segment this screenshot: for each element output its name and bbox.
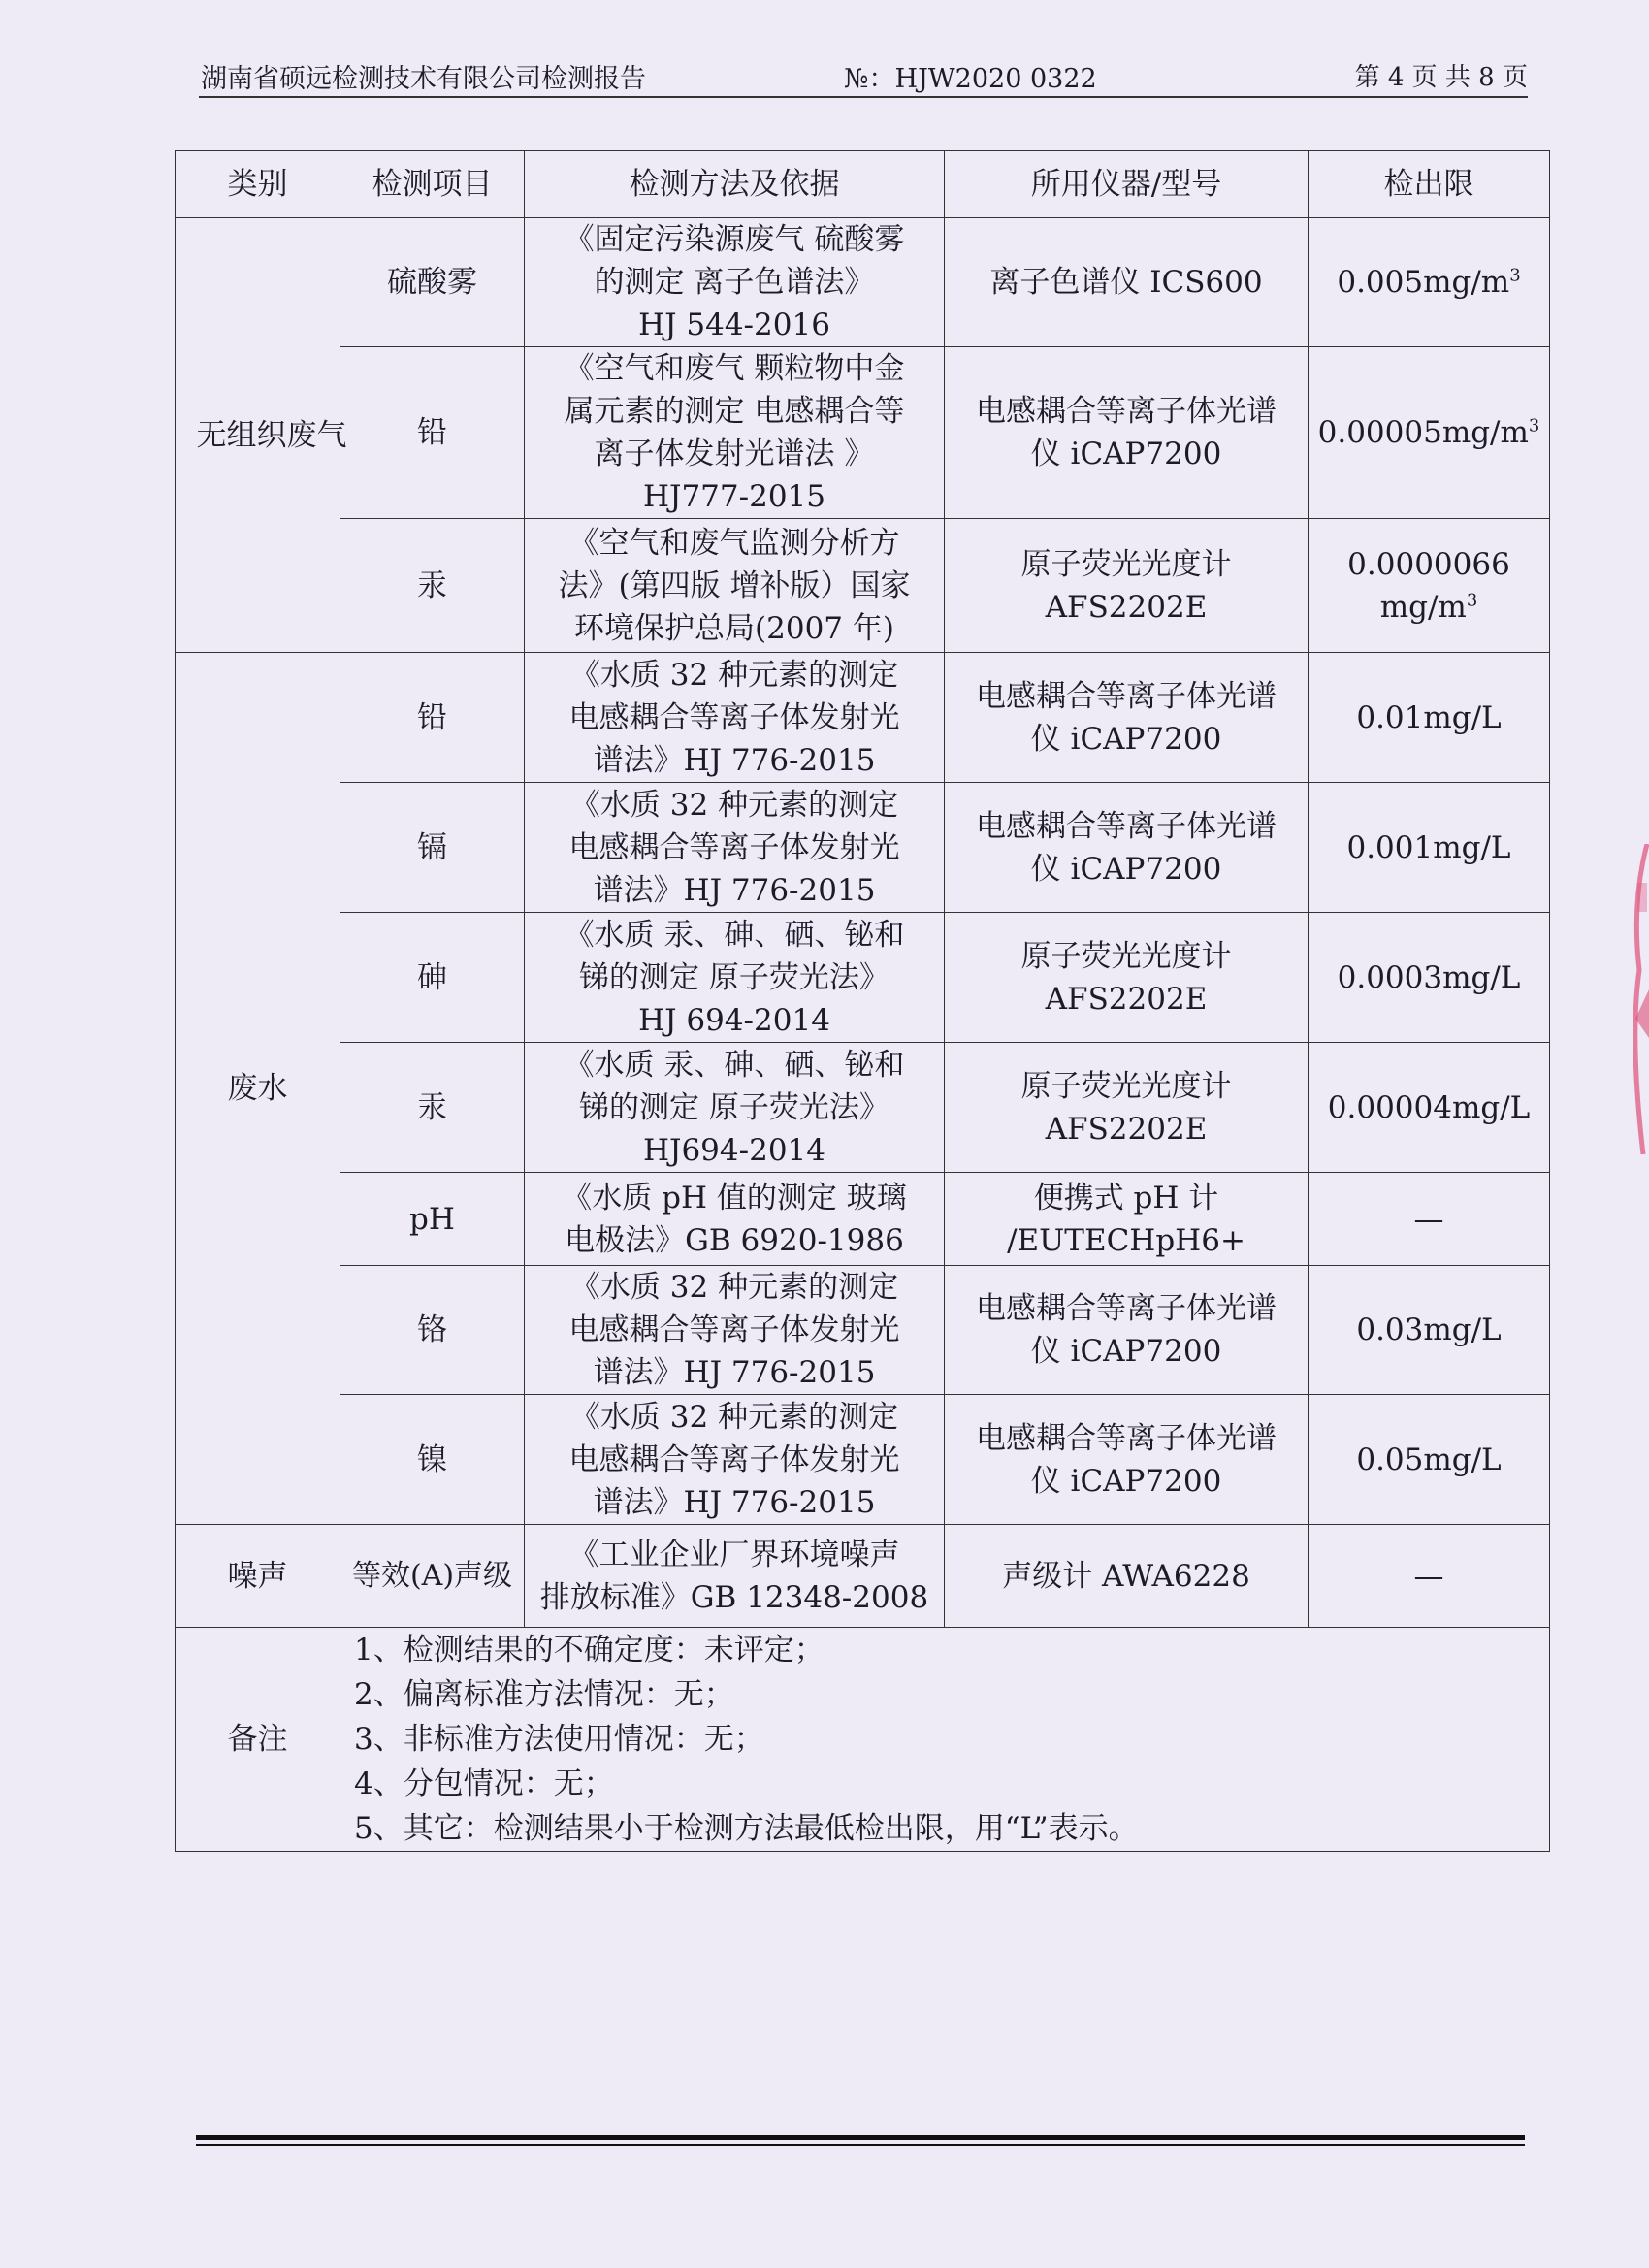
- remarks-content: [340, 1628, 1550, 1852]
- item-cell: 砷: [340, 913, 525, 1043]
- table-row: [176, 1043, 1550, 1173]
- header-method: 检测方法及依据: [525, 151, 945, 218]
- method-cell: 《空气和废气 颗粒物中金 属元素的测定 电感耦合等 离子体发射光谱法 》 HJ777-2015: [525, 347, 945, 519]
- limit-cell: —: [1309, 1525, 1550, 1628]
- instrument-cell: 电感耦合等离子体光谱 仪 iCAP7200: [945, 1266, 1309, 1395]
- item-cell: 铅: [340, 653, 525, 783]
- instrument-cell: 电感耦合等离子体光谱 仪 iCAP7200: [945, 653, 1309, 783]
- header-category: 类别: [176, 151, 340, 218]
- table-row: [176, 1525, 1550, 1628]
- table-row: [176, 653, 1550, 783]
- report-number: №：HJW2020 0322: [844, 64, 1097, 94]
- instrument-cell: 原子荧光光度计 AFS2202E: [945, 1043, 1309, 1173]
- item-cell: 镍: [340, 1395, 525, 1525]
- table-row: [176, 519, 1550, 653]
- instrument-cell: 便携式 pH 计 /EUTECHpH6+: [945, 1173, 1309, 1266]
- item-cell: 等效(A)声级: [340, 1525, 525, 1628]
- instrument-cell: 电感耦合等离子体光谱 仪 iCAP7200: [945, 347, 1309, 519]
- remark-item: 2、偏离标准方法情况：无；: [354, 1677, 734, 1712]
- method-cell: 《空气和废气监测分析方 法》(第四版 增补版）国家 环境保护总局(2007 年): [525, 519, 945, 653]
- table-row: [176, 783, 1550, 913]
- category-wastewater: 废水: [176, 653, 340, 1525]
- company-report-title: 湖南省硕远检测技术有限公司检测报告: [201, 64, 646, 94]
- item-cell: 镉: [340, 783, 525, 913]
- method-cell: 《工业企业厂界环境噪声 排放标准》GB 12348-2008: [525, 1525, 945, 1628]
- remark-item: 5、其它：检测结果小于检测方法最低检出限，用“L”表示。: [354, 1811, 1139, 1846]
- limit-cell: 0.05mg/L: [1309, 1395, 1550, 1525]
- remark-item: 1、检测结果的不确定度：未评定；: [354, 1633, 824, 1668]
- header-item: 检测项目: [340, 151, 525, 218]
- method-cell: 《水质 汞、砷、硒、铋和 锑的测定 原子荧光法》 HJ 694-2014: [525, 913, 945, 1043]
- item-cell: 铅: [340, 347, 525, 519]
- table-row: [176, 1266, 1550, 1395]
- method-cell: 《固定污染源废气 硫酸雾 的测定 离子色谱法》 HJ 544-2016: [525, 218, 945, 347]
- header-limit: 检出限: [1309, 151, 1550, 218]
- instrument-cell: 电感耦合等离子体光谱 仪 iCAP7200: [945, 783, 1309, 913]
- category-noise: 噪声: [176, 1525, 340, 1628]
- remark-item: 4、分包情况：无；: [354, 1766, 614, 1801]
- method-cell: 《水质 32 种元素的测定 电感耦合等离子体发射光 谱法》HJ 776-2015: [525, 653, 945, 783]
- instrument-cell: 原子荧光光度计 AFS2202E: [945, 519, 1309, 653]
- table-row: [176, 913, 1550, 1043]
- instrument-cell: 声级计 AWA6228: [945, 1525, 1309, 1628]
- footer-rule-thick: [196, 2135, 1525, 2140]
- remarks-label: 备注: [176, 1628, 340, 1852]
- instrument-cell: 离子色谱仪 ICS600: [945, 218, 1309, 347]
- limit-cell: 0.01mg/L: [1309, 653, 1550, 783]
- item-cell: 汞: [340, 519, 525, 653]
- method-cell: 《水质 32 种元素的测定 电感耦合等离子体发射光 谱法》HJ 776-2015: [525, 1395, 945, 1525]
- item-cell: 铬: [340, 1266, 525, 1395]
- limit-cell: 0.00004mg/L: [1309, 1043, 1550, 1173]
- instrument-cell: 原子荧光光度计 AFS2202E: [945, 913, 1309, 1043]
- limit-cell: 0.0000066 $mg/m^3$: [1309, 519, 1550, 653]
- header-instrument: 所用仪器/型号: [945, 151, 1309, 218]
- table-row: [176, 1395, 1550, 1525]
- seal-stamp-edge-icon: [1626, 844, 1649, 1154]
- item-cell: pH: [340, 1173, 525, 1266]
- limit-cell: —: [1309, 1173, 1550, 1266]
- item-cell: 汞: [340, 1043, 525, 1173]
- table-row: [176, 218, 1550, 347]
- method-cell: 《水质 汞、砷、硒、铋和 锑的测定 原子荧光法》 HJ694-2014: [525, 1043, 945, 1173]
- category-fugitive-gas: 无组织废气: [176, 218, 340, 653]
- page-header: [199, 53, 1528, 98]
- limit-cell: $0.005mg/m^3$: [1309, 218, 1550, 347]
- instrument-cell: 电感耦合等离子体光谱 仪 iCAP7200: [945, 1395, 1309, 1525]
- remarks-row: [176, 1628, 1550, 1852]
- method-cell: 《水质 32 种元素的测定 电感耦合等离子体发射光 谱法》HJ 776-2015: [525, 1266, 945, 1395]
- page-info: 第 4 页 共 8 页: [1354, 63, 1528, 92]
- footer-rule-thin: [196, 2144, 1525, 2146]
- method-cell: 《水质 pH 值的测定 玻璃 电极法》GB 6920-1986: [525, 1173, 945, 1266]
- remark-item: 3、非标准方法使用情况：无；: [354, 1722, 764, 1757]
- table-header-row: [176, 151, 1550, 218]
- limit-cell: 0.03mg/L: [1309, 1266, 1550, 1395]
- method-cell: 《水质 32 种元素的测定 电感耦合等离子体发射光 谱法》HJ 776-2015: [525, 783, 945, 913]
- limit-cell: $0.00005mg/m^3$: [1309, 347, 1550, 519]
- detection-methods-table: [175, 150, 1550, 1852]
- table-row: [176, 1173, 1550, 1266]
- item-cell: 硫酸雾: [340, 218, 525, 347]
- table-row: [176, 347, 1550, 519]
- limit-cell: 0.001mg/L: [1309, 783, 1550, 913]
- limit-cell: 0.0003mg/L: [1309, 913, 1550, 1043]
